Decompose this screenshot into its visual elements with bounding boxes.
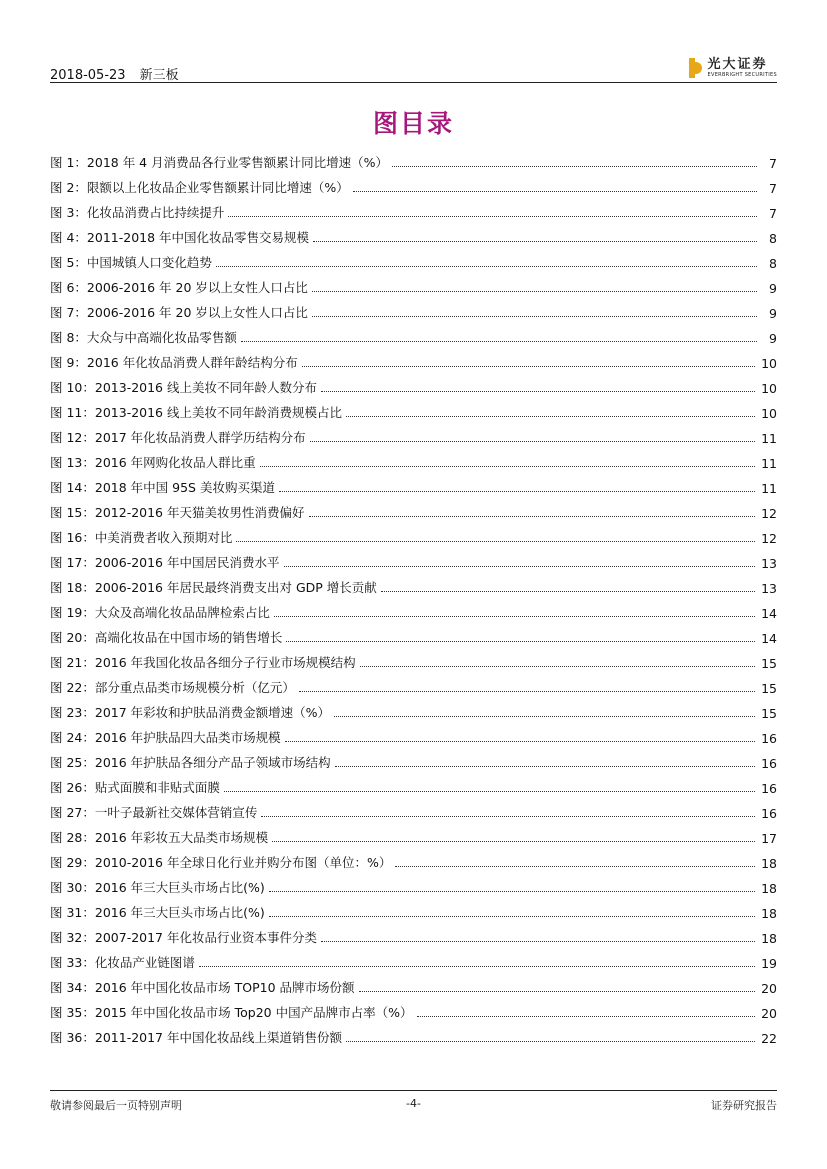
toc-entry-label: 图 13：2016 年网购化妆品人群比重: [50, 455, 256, 470]
toc-dot-leader: [228, 215, 757, 217]
header-meta: [50, 64, 179, 83]
toc-entry-page: 16: [761, 781, 777, 796]
header-section: 新三板: [139, 68, 179, 83]
toc-entry-page: 16: [761, 756, 777, 771]
toc-entry-page: 19: [761, 956, 777, 971]
toc-entry[interactable]: [50, 471, 777, 496]
logo-mark-icon: [689, 58, 703, 78]
footer-report-type: 证券研究报告: [711, 1099, 777, 1112]
toc-entry-page: 12: [761, 506, 777, 521]
header-date: 2018-05-23: [50, 68, 126, 83]
toc-entry-label: 图 24：2016 年护肤品四大品类市场规模: [50, 730, 281, 745]
toc-dot-leader: [199, 965, 755, 967]
logo-name-cn: 光大证券: [707, 57, 768, 72]
toc-entry-page: 7: [769, 156, 777, 171]
toc-entry-page: 18: [761, 881, 777, 896]
toc-dot-leader: [310, 440, 755, 442]
toc-entry-page: 13: [761, 581, 777, 596]
toc-entry-label: 图 16：中美消费者收入预期对比: [50, 530, 233, 545]
toc-entry[interactable]: [50, 821, 777, 846]
toc-entry-page: 17: [761, 831, 777, 846]
toc-entry[interactable]: [50, 171, 777, 196]
toc-entry-page: 7: [769, 206, 777, 221]
toc-entry-page: 12: [761, 531, 777, 546]
toc-entry[interactable]: [50, 196, 777, 221]
toc-entry[interactable]: [50, 371, 777, 396]
toc-entry[interactable]: [50, 921, 777, 946]
toc-entry-page: 15: [761, 681, 777, 696]
toc-entry[interactable]: [50, 1021, 777, 1046]
toc-entry[interactable]: [50, 971, 777, 996]
toc-entry[interactable]: [50, 271, 777, 296]
toc-entry-label: 图 30：2016 年三大巨头市场占比(%): [50, 880, 265, 895]
toc-dot-leader: [269, 915, 755, 917]
toc-entry-label: 图 2：限额以上化妆品企业零售额累计同比增速（%）: [50, 180, 349, 195]
toc-dot-leader: [321, 390, 755, 392]
toc-entry-label: 图 21：2016 年我国化妆品各细分子行业市场规模结构: [50, 655, 356, 670]
toc-dot-leader: [269, 890, 755, 892]
toc-entry[interactable]: [50, 746, 777, 771]
toc-entry[interactable]: [50, 646, 777, 671]
footer-disclaimer: 敬请参阅最后一页特别声明: [50, 1099, 182, 1112]
toc-entry-label: 图 27：一叶子最新社交媒体营销宣传: [50, 805, 258, 820]
toc-entry[interactable]: [50, 946, 777, 971]
toc-dot-leader: [392, 165, 757, 167]
toc-dot-leader: [313, 240, 757, 242]
toc-entry-label: 图 10：2013-2016 线上美妆不同年龄人数分布: [50, 380, 317, 395]
toc-entry-label: 图 6：2006-2016 年 20 岁以上女性人口占比: [50, 280, 308, 295]
toc-entry-page: 8: [769, 231, 777, 246]
toc-entry-label: 图 1：2018 年 4 月消费品各行业零售额累计同比增速（%）: [50, 155, 388, 170]
toc-entry[interactable]: [50, 221, 777, 246]
toc-entry[interactable]: [50, 571, 777, 596]
toc-entry-label: 图 19：大众及高端化妆品品牌检索占比: [50, 605, 270, 620]
toc-entry[interactable]: [50, 346, 777, 371]
toc-entry[interactable]: [50, 621, 777, 646]
toc-dot-leader: [360, 665, 755, 667]
header-divider: [50, 82, 777, 83]
toc-entry[interactable]: [50, 496, 777, 521]
toc-entry[interactable]: [50, 896, 777, 921]
toc-dot-leader: [272, 840, 755, 842]
toc-entry[interactable]: [50, 321, 777, 346]
toc-dot-leader: [395, 865, 755, 867]
toc-entry-label: 图 5：中国城镇人口变化趋势: [50, 255, 212, 270]
toc-dot-leader: [353, 190, 757, 192]
toc-entry-page: 14: [761, 631, 777, 646]
toc-entry-page: 10: [761, 356, 777, 371]
toc-entry-label: 图 35：2015 年中国化妆品市场 Top20 中国产品牌市占率（%）: [50, 1005, 413, 1020]
toc-entry-page: 16: [761, 731, 777, 746]
toc-entry-page: 9: [769, 281, 777, 296]
toc-entry-page: 9: [769, 306, 777, 321]
toc-entry[interactable]: [50, 721, 777, 746]
toc-entry-label: 图 12：2017 年化妆品消费人群学历结构分布: [50, 430, 306, 445]
toc-entry-label: 图 3：化妆品消费占比持续提升: [50, 205, 225, 220]
toc-entry-label: 图 4：2011-2018 年中国化妆品零售交易规模: [50, 230, 310, 245]
toc-dot-leader: [321, 940, 755, 942]
toc-entry-page: 18: [761, 931, 777, 946]
page-footer: [50, 1097, 777, 1113]
toc-entry-label: 图 14：2018 年中国 95S 美妆购买渠道: [50, 480, 275, 495]
logo-name-en: EVERBRIGHT SECURITIES: [707, 72, 777, 78]
toc-entry-page: 7: [769, 181, 777, 196]
toc-entry-label: 图 25：2016 年护肤品各细分产品子领域市场结构: [50, 755, 331, 770]
toc-entry[interactable]: [50, 396, 777, 421]
toc-entry-page: 22: [761, 1031, 777, 1046]
toc-dot-leader: [241, 340, 757, 342]
toc-entry[interactable]: [50, 296, 777, 321]
toc-entry[interactable]: [50, 146, 777, 171]
page-number: -4-: [406, 1097, 421, 1110]
toc-entry-label: 图 29：2010-2016 年全球日化行业并购分布图（单位：%）: [50, 855, 392, 870]
toc-entry[interactable]: [50, 446, 777, 471]
toc-entry-page: 16: [761, 806, 777, 821]
toc-entry[interactable]: [50, 996, 777, 1021]
toc-dot-leader: [302, 365, 755, 367]
page-title: 图目录: [372, 109, 454, 138]
toc-entry[interactable]: [50, 671, 777, 696]
toc-entry[interactable]: [50, 871, 777, 896]
toc-entry[interactable]: [50, 796, 777, 821]
toc-entry-page: 10: [761, 406, 777, 421]
toc-entry-page: 13: [761, 556, 777, 571]
toc-entry-label: 图 34：2016 年中国化妆品市场 TOP10 品牌市场份额: [50, 980, 355, 995]
toc-entry[interactable]: [50, 246, 777, 271]
toc-dot-leader: [335, 765, 755, 767]
toc-entry-page: 9: [769, 331, 777, 346]
toc-entry-label: 图 15：2012-2016 年天猫美妆男性消费偏好: [50, 505, 305, 520]
company-logo: [689, 58, 777, 80]
toc-entry-label: 图 26：贴式面膜和非贴式面膜: [50, 780, 220, 795]
toc-entry-page: 15: [761, 656, 777, 671]
toc-dot-leader: [312, 315, 757, 317]
toc-dot-leader: [216, 265, 757, 267]
toc-dot-leader: [417, 1015, 756, 1017]
toc-dot-leader: [309, 515, 756, 517]
toc-dot-leader: [286, 640, 755, 642]
toc-dot-leader: [284, 565, 756, 567]
toc-dot-leader: [285, 740, 755, 742]
toc-entry-page: 14: [761, 606, 777, 621]
toc-dot-leader: [312, 290, 757, 292]
toc-entry-page: 15: [761, 706, 777, 721]
toc-entry-page: 10: [761, 381, 777, 396]
toc-dot-leader: [236, 540, 755, 542]
toc-dot-leader: [274, 615, 755, 617]
toc-entry-page: 20: [761, 981, 777, 996]
toc-dot-leader: [261, 815, 755, 817]
toc-entry-label: 图 28：2016 年彩妆五大品类市场规模: [50, 830, 269, 845]
toc-dot-leader: [299, 690, 755, 692]
toc-entry-label: 图 7：2006-2016 年 20 岁以上女性人口占比: [50, 305, 308, 320]
toc-entry-label: 图 31：2016 年三大巨头市场占比(%): [50, 905, 265, 920]
toc-dot-leader: [346, 415, 755, 417]
toc-entry-page: 18: [761, 906, 777, 921]
toc-entry-label: 图 36：2011-2017 年中国化妆品线上渠道销售份额: [50, 1030, 342, 1045]
toc-entry-label: 图 20：高端化妆品在中国市场的销售增长: [50, 630, 283, 645]
toc-entry[interactable]: [50, 546, 777, 571]
toc-dot-leader: [359, 990, 756, 992]
toc-dot-leader: [260, 465, 755, 467]
toc-entry[interactable]: [50, 596, 777, 621]
toc-entry-page: 11: [761, 456, 777, 471]
toc-entry-label: 图 11：2013-2016 线上美妆不同年龄消费规模占比: [50, 405, 342, 420]
toc-dot-leader: [279, 490, 755, 492]
toc-entry-label: 图 23：2017 年彩妆和护肤品消费金额增速（%）: [50, 705, 331, 720]
toc-entry[interactable]: [50, 846, 777, 871]
toc-entry[interactable]: [50, 421, 777, 446]
toc-entry[interactable]: [50, 696, 777, 721]
toc-entry-page: 11: [761, 481, 777, 496]
footer-divider: [50, 1090, 777, 1091]
toc-dot-leader: [224, 790, 755, 792]
toc-dot-leader: [381, 590, 755, 592]
toc-entry-label: 图 22：部分重点品类市场规模分析（亿元）: [50, 680, 295, 695]
toc-entry-label: 图 8：大众与中高端化妆品零售额: [50, 330, 237, 345]
toc-dot-leader: [334, 715, 755, 717]
toc-entry-label: 图 9：2016 年化妆品消费人群年龄结构分布: [50, 355, 298, 370]
toc-entry[interactable]: [50, 521, 777, 546]
toc-entry[interactable]: [50, 771, 777, 796]
toc-entry-label: 图 17：2006-2016 年中国居民消费水平: [50, 555, 280, 570]
toc-entry-label: 图 32：2007-2017 年化妆品行业资本事件分类: [50, 930, 317, 945]
toc-entry-page: 20: [761, 1006, 777, 1021]
toc-entry-page: 18: [761, 856, 777, 871]
toc-entry-label: 图 33：化妆品产业链图谱: [50, 955, 195, 970]
toc-entry-label: 图 18：2006-2016 年居民最终消费支出对 GDP 增长贡献: [50, 580, 377, 595]
toc-entry-page: 8: [769, 256, 777, 271]
figure-table-of-contents: [50, 146, 777, 1046]
toc-entry-page: 11: [761, 431, 777, 446]
toc-dot-leader: [346, 1040, 755, 1042]
